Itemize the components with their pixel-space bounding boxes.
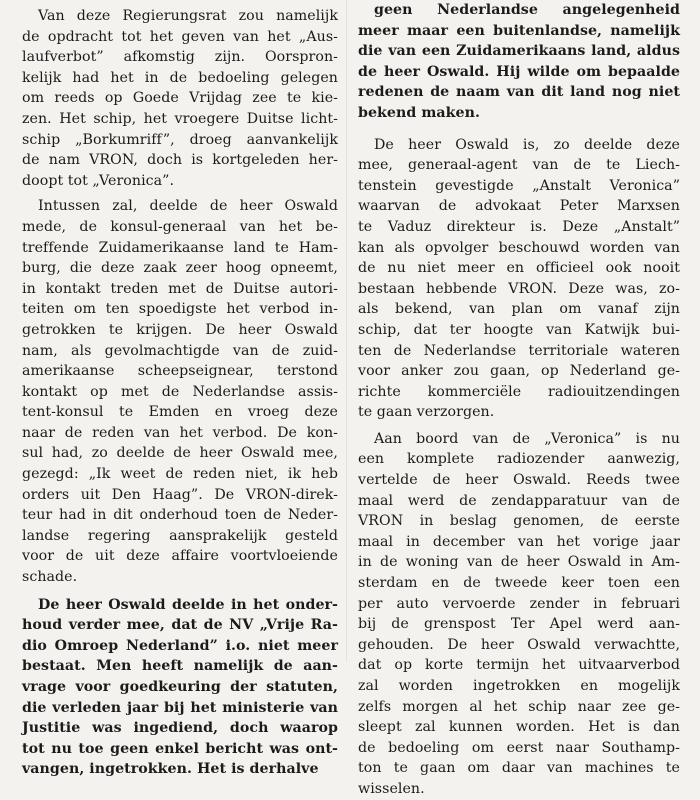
text-line: de opdracht tot het geven van het „Aus- xyxy=(22,28,338,45)
text-line: De heer Oswald deelde in het onder- xyxy=(38,596,338,613)
text-line: in de woning van de heer Oswald in Am- xyxy=(358,554,680,571)
text-line: ten de Nederlandse territoriale wateren xyxy=(358,342,680,359)
text-line: kan als opvolger beschouwd worden van xyxy=(358,239,680,256)
text-line: de nam VRON, doch is kortgeleden her- xyxy=(22,152,338,169)
text-line: richte kommerciële radiouitzendingen xyxy=(358,383,680,400)
text-line: nam, als gevolmachtigde van de zuid- xyxy=(22,342,338,359)
text-line: de heer Oswald. Hij wilde om bepaalde xyxy=(358,63,680,80)
text-line: tent-konsul te Emden en vroeg deze xyxy=(22,404,338,421)
text-line: schade. xyxy=(22,569,78,586)
text-line: redenen de naam van dit land nog niet xyxy=(358,84,680,101)
text-line: zal worden ingetrokken en mogelijk xyxy=(358,678,680,694)
text-line: per auto vervoerde zender in februari xyxy=(358,595,680,612)
text-line: teur had in dit onderhoud toen de Neder- xyxy=(22,507,338,524)
paragraph xyxy=(358,0,680,124)
text-line: vertelde de heer Oswald. Reeds twee xyxy=(358,472,680,489)
text-line: dio Omroep Nederland” i.o. niet meer xyxy=(22,637,338,654)
text-line: VRON in beslag genomen, de eerste xyxy=(358,513,680,530)
paragraph-gap xyxy=(358,124,680,135)
text-line: kontakt op met de Nederlandse assis- xyxy=(22,383,338,400)
text-line: wisselen. xyxy=(358,780,425,797)
text-line: bestaat. Men heeft namelijk de aan- xyxy=(22,658,338,675)
text-line: geen Nederlandse angelegenheid xyxy=(374,2,680,18)
text-line: de nu niet meer en officieel ook nooit xyxy=(358,260,680,277)
text-line: zelfs morgen al het schip naar zee ge- xyxy=(358,698,680,715)
paragraph xyxy=(22,196,338,587)
text-line: ton te gaan om daar van machines te xyxy=(358,760,680,777)
text-line: als bekend, van plan om vanaf zijn xyxy=(358,301,680,318)
text-line: dat op korte termijn het uitvaarverbod xyxy=(358,657,680,674)
text-line: getrokken te krijgen. De heer Oswald xyxy=(22,321,338,338)
text-line: gezegd: „Ik weet de reden niet, ik heb xyxy=(22,466,338,483)
text-line: bekend maken. xyxy=(358,104,480,121)
text-line: mede, de konsul-generaal van het be- xyxy=(22,218,338,235)
text-line: schip, dat ter hoogte van Katwijk bui- xyxy=(358,321,680,338)
text-line: naar de reden van het verbod. De kon- xyxy=(22,424,338,441)
text-line: sterdam en de tweede keer toen een xyxy=(358,575,680,592)
left-column xyxy=(22,0,338,780)
text-line: mee, generaal-agent van de te Liech- xyxy=(358,157,680,174)
text-line: te Vaduz direkteur is. Deze „Anstalt” xyxy=(358,218,680,235)
text-line: houd verder mee, dat de NV „Vrije Ra- xyxy=(22,617,338,634)
text-line: kelijk had het in de bedoeling gelegen xyxy=(22,69,338,86)
text-line: vrage voor goedkeuring der statuten, xyxy=(22,679,338,695)
text-line: waarvan de advokaat Peter Marxsen xyxy=(358,198,680,215)
text-line: bestaan hebbende VRON. Deze was, zo- xyxy=(358,280,680,297)
text-line: treffende Zuidamerikaanse land te Ham- xyxy=(22,239,338,256)
paragraph xyxy=(22,6,338,191)
text-line: Intussen zal, deelde de heer Oswald xyxy=(38,198,338,215)
right-column xyxy=(358,0,680,800)
text-line: doopt tot „Veronica”. xyxy=(22,172,175,189)
text-line: Justitie was ingediend, doch waarop xyxy=(22,720,338,737)
paragraph xyxy=(358,135,680,423)
text-line: vangen, ingetrokken. Het is derhalve xyxy=(22,761,319,778)
text-line: de bedoeling om eerst naar Southamp- xyxy=(358,739,680,756)
text-line: gehouden. De heer Oswald verwachtte, xyxy=(358,636,680,653)
text-line: bij de grenspost Ter Apel werd aan- xyxy=(358,616,680,633)
text-line: burg, die deze zaak zeer hoog opneemt, xyxy=(22,260,338,277)
paragraph xyxy=(358,429,680,800)
paragraph xyxy=(22,595,338,780)
text-line: Van deze Regierungsrat zou namelijk xyxy=(38,8,338,24)
text-line: voor anker zou gaan, op Nederland ge- xyxy=(358,363,680,380)
text-line: zen. Het schip, het vroegere Duitse licht- xyxy=(22,110,338,127)
text-line: een komplete radiozender aanwezig, xyxy=(358,451,680,468)
text-line: laufverbot” afkomstig zijn. Oorspron- xyxy=(22,49,338,66)
text-line: sul had, zo deelde de heer Oswald mee, xyxy=(22,445,338,462)
text-line: maal in december van het vorige jaar xyxy=(358,533,680,550)
text-line: tot nu toe geen enkel bericht was ont- xyxy=(22,740,338,757)
text-line: landse regering aansprakelijk gesteld xyxy=(22,527,338,544)
text-line: Aan boord van de „Veronica” is nu xyxy=(374,430,680,447)
text-line: die verleden jaar bij het ministerie van xyxy=(22,699,338,716)
text-line: amerikaanse scheepseignear, terstond xyxy=(22,363,338,380)
text-line: in kontakt treden met de Duitse autori- xyxy=(22,280,338,297)
text-line: meer maar een buitenlandse, namelijk xyxy=(358,22,680,39)
text-line: voor de uit deze affaire voortvloeiende xyxy=(22,548,338,565)
text-line: sleept zal kunnen worden. Het is dan xyxy=(358,719,680,736)
text-line: schip „Borkumriff”, droeg aanvankelijk xyxy=(22,131,338,148)
text-line: die van een Zuidamerikaans land, aldus xyxy=(358,43,680,60)
text-line: te gaan verzorgen. xyxy=(358,404,495,421)
paragraph-gap xyxy=(22,588,338,595)
text-line: maal werd de zendapparatuur van de xyxy=(358,492,680,509)
text-line: orders uit Den Haag”. De VRON-direk- xyxy=(22,486,338,503)
text-line: teiten om ten spoedigste het verbod in- xyxy=(22,301,338,318)
column-divider xyxy=(346,0,347,662)
text-line: om reeds op Goede Vrijdag zee te kie- xyxy=(22,90,338,107)
text-line: tenstein gevestigde „Anstalt Veronica” xyxy=(358,177,680,194)
text-line: De heer Oswald is, zo deelde deze xyxy=(374,136,680,153)
